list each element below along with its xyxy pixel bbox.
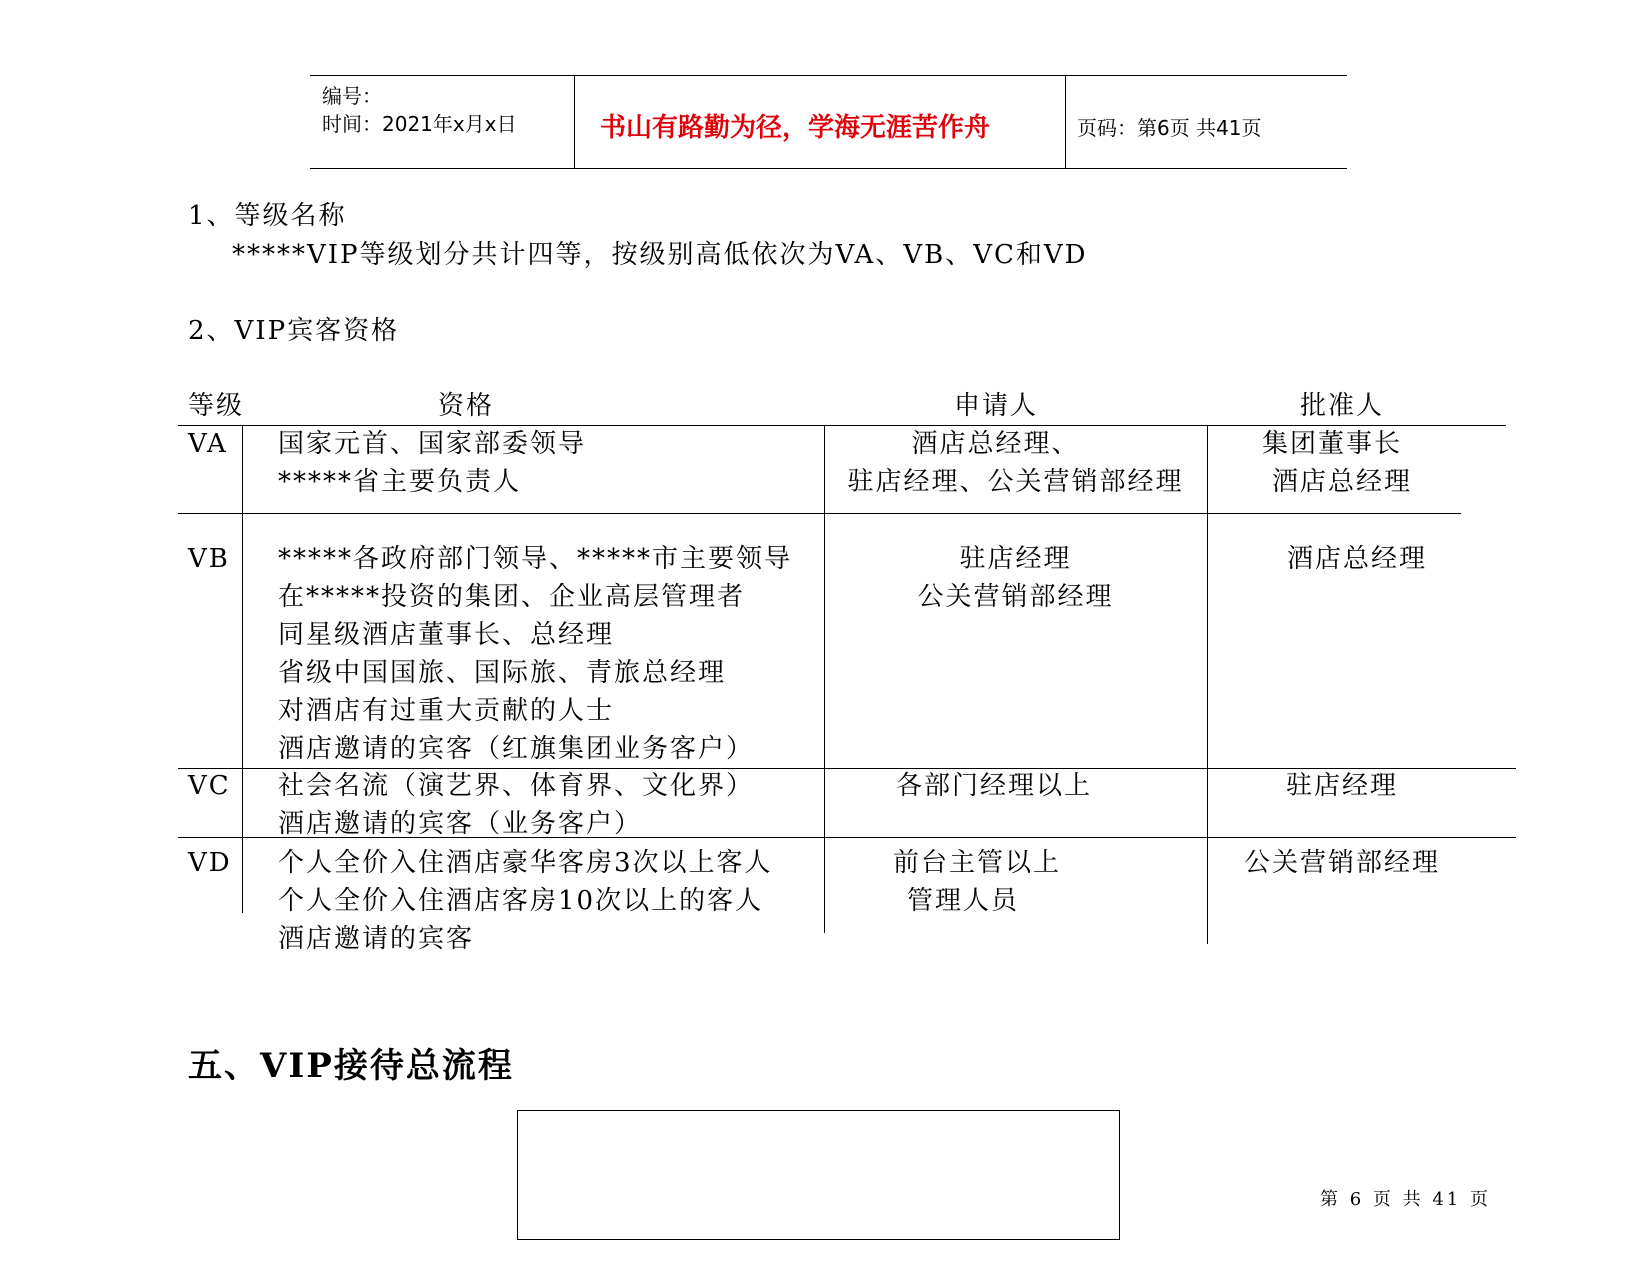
section1-title: 1、等级名称 [188,201,347,231]
row-vd-applicant [893,844,1061,920]
header-divider-2 [1065,75,1066,168]
section5-title: 五、VIP接待总流程 [188,1046,514,1086]
row-va-level: VA [188,429,228,459]
table-header-approver: 批准人 [1300,391,1385,421]
qualification-line: 对酒店有过重大贡献的人士 [278,696,615,726]
qualification-line: *****各政府部门领导、*****市主要领导 [278,544,793,574]
applicant-line: 管理人员 [907,886,1020,916]
table-header-qualification: 资格 [438,391,495,421]
approver-line: 集团董事长 [1261,429,1402,459]
row-va-approver [1207,425,1477,501]
qualification-line: *****省主要负责人 [278,467,522,497]
row-va-qualification [278,425,586,501]
row-vc-level: VC [188,771,231,801]
row-vb-applicant [824,540,1207,616]
applicant-line: 公关营销部经理 [917,582,1114,612]
table-col-divider-1 [242,425,243,913]
applicant-line: 驻店经理 [959,544,1072,574]
header-time-label: 时间：2021年x月x日 [322,112,517,136]
applicant-line: 驻店经理、公关营销部经理 [847,467,1184,497]
row-va-applicant [824,425,1207,501]
section2-title: 2、VIP宾客资格 [188,316,400,346]
qualification-line: 个人全价入住酒店豪华客房3次以上客人 [278,848,773,878]
table-rule-va-bottom [178,513,1461,514]
section1-text: *****VIP等级划分共计四等，按级别高低依次为VA、VB、VC和VD [232,240,1088,270]
header-divider-1 [574,75,575,168]
qualification-line: 国家元首、国家部委领导 [278,429,587,459]
qualification-line: 酒店邀请的宾客 [278,924,475,954]
approver-line: 酒店总经理 [1286,544,1427,574]
row-vd-level: VD [188,848,232,878]
header-bottom-rule [310,168,1347,169]
qualification-line: 在*****投资的集团、企业高层管理者 [278,582,746,612]
applicant-line: 前台主管以上 [893,848,1062,878]
flowchart-box [517,1110,1120,1240]
header-page-label: 页码：第6页 共41页 [1077,116,1262,140]
row-vb-qualification [278,540,792,768]
table-header-applicant: 申请人 [954,391,1039,421]
approver-line: 酒店总经理 [1271,467,1412,497]
qualification-line: 个人全价入住酒店客房10次以上的客人 [278,886,764,916]
header-number-label: 编号： [322,84,382,108]
row-vd-qualification [278,844,773,958]
header-top-rule [310,75,1347,76]
qualification-line: 酒店邀请的宾客（红旗集团业务客户） [278,734,755,764]
qualification-line: 省级中国国旅、国际旅、青旅总经理 [278,658,727,688]
row-vc-applicant [824,767,1164,805]
approver-line: 公关营销部经理 [1243,848,1440,878]
row-vd-approver [1207,844,1477,882]
footer-page-number: 第 6 页 共 41 页 [1320,1189,1491,1210]
header-motto: 书山有路勤为径，学海无涯苦作舟 [600,113,991,143]
table-col-divider-2 [824,425,825,933]
row-vb-level: VB [188,544,230,574]
row-vc-qualification [278,767,754,843]
qualification-line: 社会名流（演艺界、体育界、文化界） [278,771,755,801]
applicant-line: 各部门经理以上 [895,771,1092,801]
applicant-line: 酒店总经理、 [911,429,1080,459]
qualification-line: 酒店邀请的宾客（业务客户） [278,809,643,839]
row-vc-approver [1207,767,1477,805]
table-header-level: 等级 [188,391,245,421]
approver-line: 驻店经理 [1285,771,1398,801]
qualification-line: 同星级酒店董事长、总经理 [278,620,615,650]
row-vb-approver [1207,540,1507,578]
